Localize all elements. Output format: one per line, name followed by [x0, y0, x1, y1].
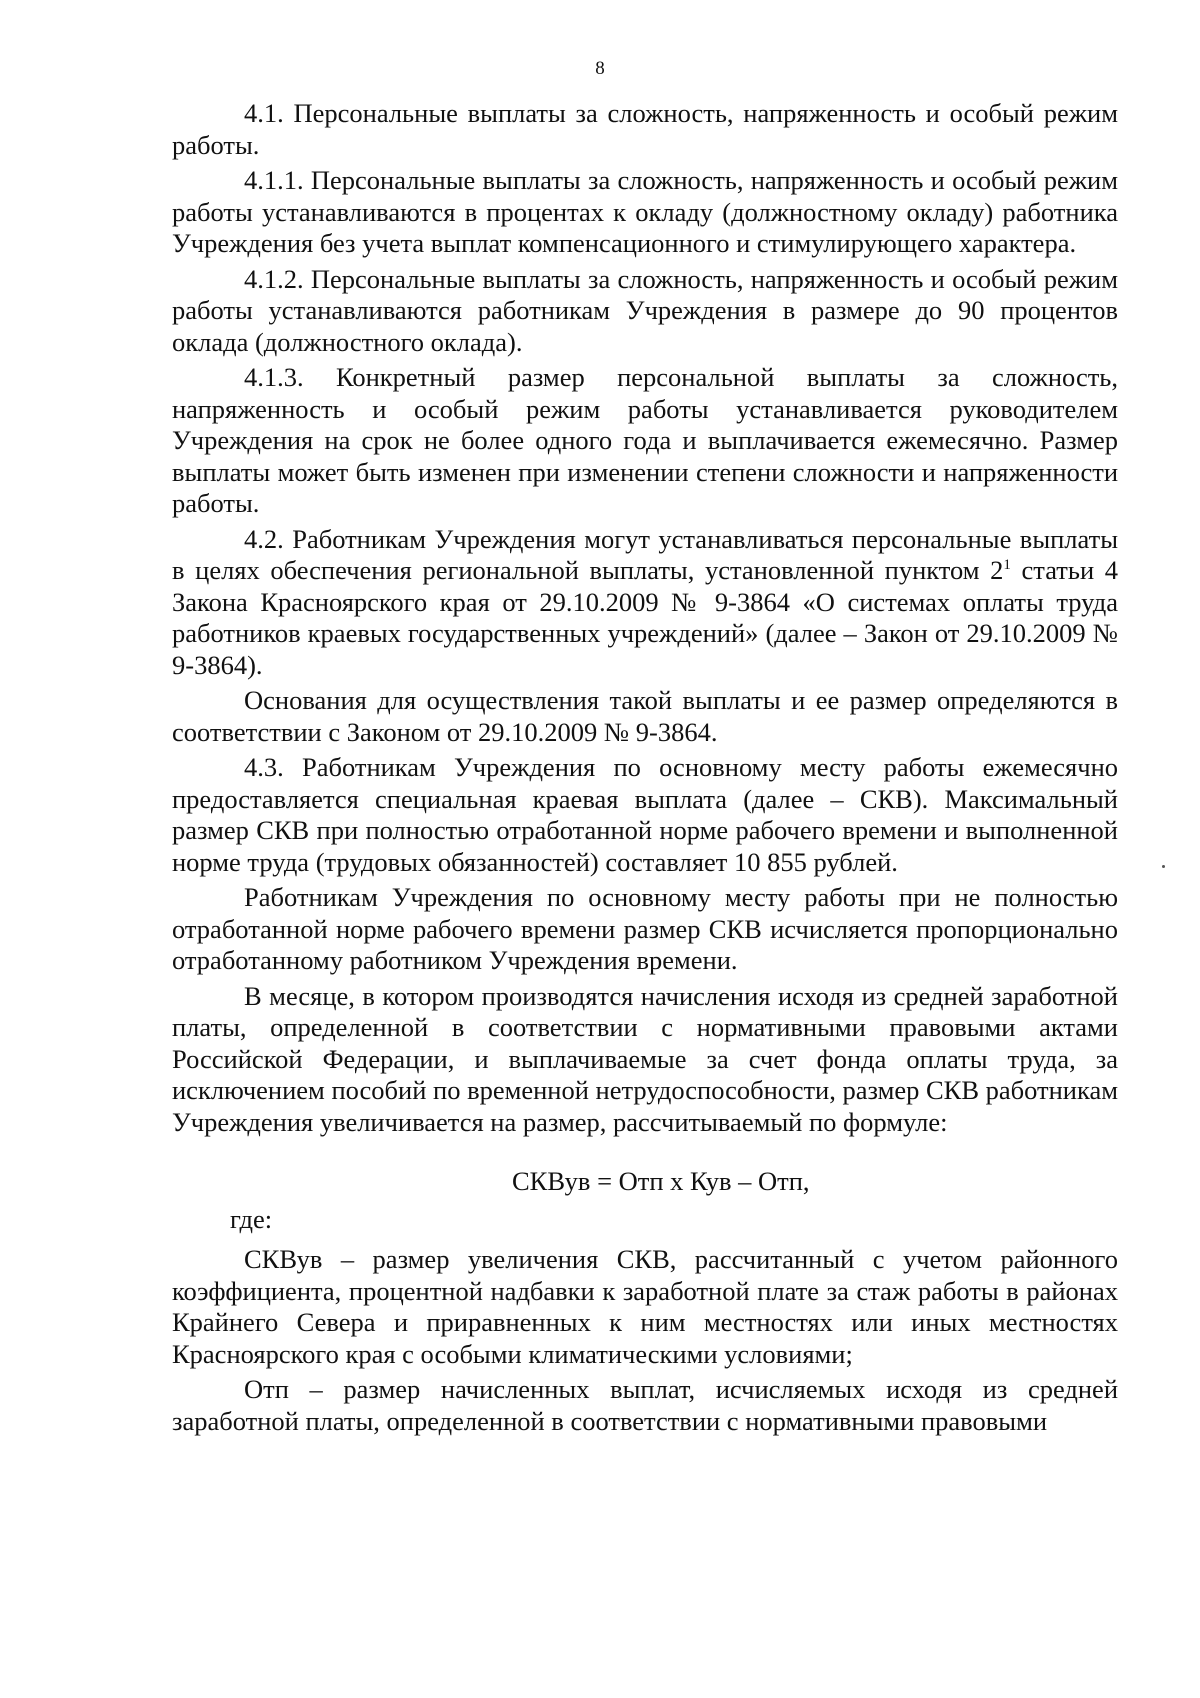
paragraph-4-3: 4.3. Работникам Учреждения по основному месту работы ежемесячно предоставляется специальная краевая выплата (далее – СКВ). Максимальный размер СКВ при полностью отработанной норме рабочего времени и выполненной норме труда (трудовых обязанностей) составляет 10 855 рублей.: [172, 752, 1118, 877]
paragraph-4-2: [172, 524, 1118, 682]
definition-otp: Отп – размер начисленных выплат, исчисляемых исходя из средней заработной платы, определенной в соответствии с нормативными правовыми: [172, 1374, 1118, 1436]
formula: СКВув = Отп x Кув – Отп,: [512, 1166, 810, 1196]
paragraph-4-1: 4.1. Персональные выплаты за сложность, напряженность и особый режим работы.: [172, 98, 1118, 160]
paragraph-partial-norm: Работникам Учреждения по основному месту работы при не полностью отработанной норме рабочего времени размер СКВ исчисляется пропорционально отработанному работником Учреждения времени.: [172, 882, 1118, 975]
paragraph-4-2-part-1: 4.2. Работникам Учреждения могут устанавливаться персональные выплаты в целях обеспечения региональной выплаты, установленной пунктом 2: [172, 523, 1118, 585]
paragraph-4-1-3: 4.1.3. Конкретный размер персональной выплаты за сложность, напряженность и особый режим работы устанавливается руководителем Учреждения на срок не более одного года и выплачивается ежемесячно. Размер выплаты может быть изменен при изменении степени сложности и напряженности работы.: [172, 362, 1118, 518]
definition-skvuv: СКВув – размер увеличения СКВ, рассчитанный с учетом районного коэффициента, процентной надбавки к заработной плате за стаж работы в районах Крайнего Севера и приравненных к ним местностях или иных местностях Красноярского края с особыми климатическими условиями;: [172, 1244, 1118, 1369]
paragraph-month-increase: В месяце, в котором производятся начисления исходя из средней заработной платы, определенной в соответствии с нормативными правовыми актами Российской Федерации, и выплачиваемые за счет фонда оплаты труда, за исключением пособий по временной нетрудоспособности, размер СКВ работникам Учреждения увеличивается на размер, рассчитываемый по формуле:: [172, 980, 1118, 1137]
paragraph-basis: Основания для осуществления такой выплаты и ее размер определяются в соответствии с Законом от 29.10.2009 № 9-3864.: [172, 685, 1118, 747]
page-number: 8: [595, 58, 605, 79]
paragraph-4-2-part-2: статьи 4 Закона Красноярского края от 29.10.2009 № 9-3864 «О системах оплаты труда работников краевых государственных учреждений» (далее – Закон от 29.10.2009 № 9-3864).: [172, 555, 1118, 680]
document-body: [172, 98, 1118, 1437]
paragraph-4-1-1: 4.1.1. Персональные выплаты за сложность, напряженность и особый режим работы устанавливаются в процентах к окладу (должностному окладу) работника Учреждения без учета выплат компенсационного и стимулирующего характера.: [172, 165, 1118, 258]
formula-where-label: где:: [230, 1204, 273, 1234]
scan-speck: [1162, 865, 1165, 868]
paragraph-4-1-2: 4.1.2. Персональные выплаты за сложность, напряженность и особый режим работы устанавливаются работникам Учреждения в размере до 90 процентов оклада (должностного оклада).: [172, 263, 1118, 357]
superscript-mark: 1: [1003, 557, 1011, 574]
